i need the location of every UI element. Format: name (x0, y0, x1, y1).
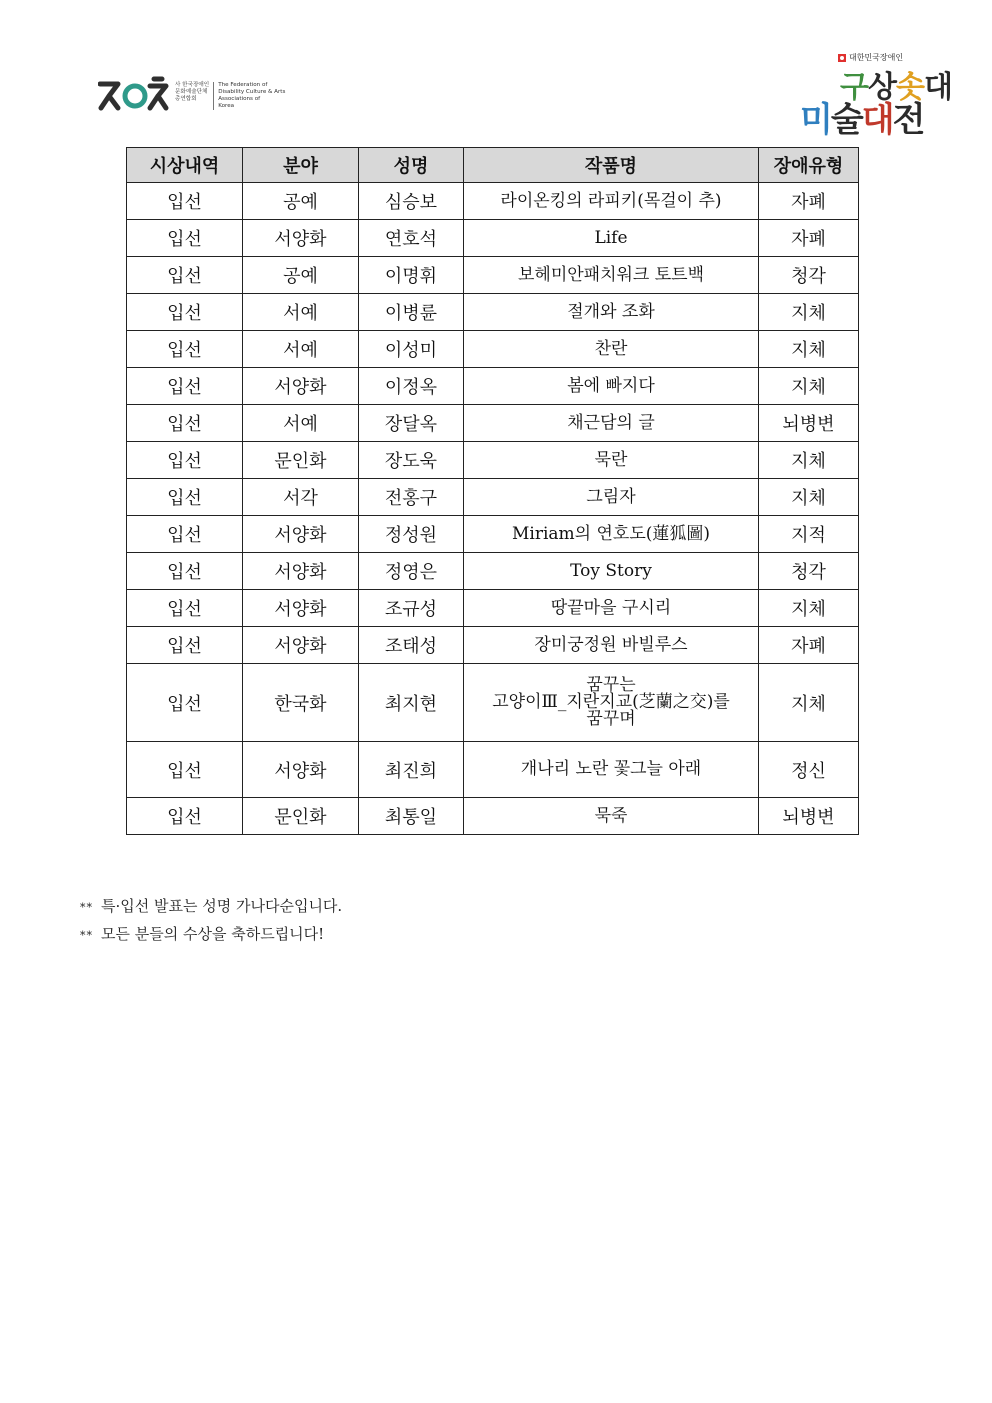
cell-disability: 뇌병변 (759, 798, 859, 835)
award-logo-line2: 미술대전 (800, 100, 924, 140)
award-logo (800, 52, 952, 140)
cell-field: 문인화 (243, 798, 359, 835)
cell-title (464, 664, 759, 742)
footnote-text: 특·입선 발표는 성명 가나다순입니다. (101, 897, 343, 915)
federation-name-ko-line: 사 한국장애인 (175, 81, 210, 88)
table-row (127, 664, 859, 742)
federation-name-en-line: Korea (218, 103, 235, 110)
cell-title: 묵란 (464, 442, 759, 479)
cell-disability: 자폐 (759, 220, 859, 257)
cell-field: 서예 (243, 405, 359, 442)
table-row (127, 220, 859, 257)
cell-name: 최지현 (359, 664, 464, 742)
cell-award: 입선 (127, 742, 243, 798)
cell-title: 장미궁정원 바빌루스 (464, 627, 759, 664)
column-header-field: 분야 (243, 148, 359, 183)
cell-disability: 지체 (759, 664, 859, 742)
footnote-mark: ** (80, 901, 93, 914)
cell-name: 최통일 (359, 798, 464, 835)
cell-title-line: 고양이Ⅲ_지란지교(芝蘭之交)를 (492, 692, 730, 712)
cell-award: 입선 (127, 405, 243, 442)
cell-award: 입선 (127, 257, 243, 294)
cell-title: Toy Story (464, 553, 759, 590)
table-row (127, 257, 859, 294)
cell-disability: 지체 (759, 479, 859, 516)
federation-name-en-line: The Federation of (218, 81, 268, 88)
cell-field: 한국화 (243, 664, 359, 742)
column-header-disability: 장애유형 (759, 148, 859, 183)
footnote (80, 893, 342, 921)
federation-name-en-line: Associations of (218, 96, 261, 102)
table-row (127, 479, 859, 516)
cell-field: 서예 (243, 331, 359, 368)
cell-disability: 자폐 (759, 627, 859, 664)
cell-field: 서양화 (243, 553, 359, 590)
footnote (80, 921, 342, 949)
cell-title: 묵죽 (464, 798, 759, 835)
footnote-mark: ** (80, 929, 93, 942)
cell-name: 전홍구 (359, 479, 464, 516)
cell-award: 입선 (127, 331, 243, 368)
table-row (127, 331, 859, 368)
cell-title: 라이온킹의 라피키(목걸이 추) (464, 183, 759, 220)
cell-field: 서양화 (243, 516, 359, 553)
cell-award: 입선 (127, 798, 243, 835)
cell-disability: 지체 (759, 590, 859, 627)
table-row (127, 553, 859, 590)
cell-field: 서양화 (243, 368, 359, 405)
cell-disability: 정신 (759, 742, 859, 798)
cell-award: 입선 (127, 368, 243, 405)
table-row (127, 442, 859, 479)
cell-award: 입선 (127, 516, 243, 553)
table-row (127, 405, 859, 442)
table-row (127, 627, 859, 664)
cell-disability: 청각 (759, 553, 859, 590)
cell-name: 조태성 (359, 627, 464, 664)
cell-disability: 지체 (759, 331, 859, 368)
cell-disability: 지적 (759, 516, 859, 553)
cell-name: 이명휘 (359, 257, 464, 294)
column-header-title: 작품명 (464, 148, 759, 183)
federation-name-ko-line: 총연합회 (175, 96, 197, 102)
cell-field: 문인화 (243, 442, 359, 479)
table-row (127, 798, 859, 835)
cell-name: 이정옥 (359, 368, 464, 405)
table-row (127, 590, 859, 627)
cell-field: 공예 (243, 257, 359, 294)
results-table (126, 147, 859, 835)
cell-title: 봄에 빠지다 (464, 368, 759, 405)
table-row (127, 742, 859, 798)
cell-award: 입선 (127, 183, 243, 220)
footnote-text: 모든 분들의 수상을 축하드립니다! (101, 925, 325, 943)
table-row (127, 183, 859, 220)
cell-field: 서예 (243, 294, 359, 331)
cell-award: 입선 (127, 479, 243, 516)
cell-award: 입선 (127, 664, 243, 742)
cell-field: 서양화 (243, 220, 359, 257)
cell-name: 장도욱 (359, 442, 464, 479)
award-tag-text: 대한민국장애인 (849, 53, 904, 62)
cell-name: 연호석 (359, 220, 464, 257)
cell-disability: 청각 (759, 257, 859, 294)
table-row (127, 516, 859, 553)
cell-name: 최진희 (359, 742, 464, 798)
column-header-award: 시상내역 (127, 148, 243, 183)
cell-title: Life (464, 220, 759, 257)
cell-name: 이성미 (359, 331, 464, 368)
cell-field: 공예 (243, 183, 359, 220)
cell-award: 입선 (127, 553, 243, 590)
cell-field: 서각 (243, 479, 359, 516)
federation-name-ko-line: 문화예술단체 (175, 88, 208, 95)
cell-award: 입선 (127, 442, 243, 479)
cell-title-line: 꿈꾸는 (586, 675, 636, 695)
cell-field: 서양화 (243, 742, 359, 798)
cell-name: 이병륜 (359, 294, 464, 331)
cell-disability: 지체 (759, 368, 859, 405)
federation-name (175, 82, 285, 111)
award-logo-line1: 구상솟대 (840, 70, 952, 105)
footnotes (80, 893, 342, 949)
cell-title: 절개와 조화 (464, 294, 759, 331)
cell-name: 장달옥 (359, 405, 464, 442)
cell-name: 정성원 (359, 516, 464, 553)
cell-award: 입선 (127, 220, 243, 257)
cell-disability: 뇌병변 (759, 405, 859, 442)
cell-disability: 지체 (759, 294, 859, 331)
cell-title: 찬란 (464, 331, 759, 368)
cell-award: 입선 (127, 590, 243, 627)
cell-field: 서양화 (243, 627, 359, 664)
cell-name: 조규성 (359, 590, 464, 627)
cell-award: 입선 (127, 294, 243, 331)
table-row (127, 294, 859, 331)
table-header-row (127, 148, 859, 183)
cell-disability: 지체 (759, 442, 859, 479)
award-tag-icon (838, 54, 846, 62)
federation-name-en-line: Disability Culture & Arts (218, 88, 286, 95)
cell-name: 심승보 (359, 183, 464, 220)
cell-name: 정영은 (359, 553, 464, 590)
cell-title: 개나리 노란 꽃그늘 아래 (464, 742, 759, 798)
cell-disability: 자폐 (759, 183, 859, 220)
federation-logo-mark (98, 76, 170, 116)
cell-title: 그림자 (464, 479, 759, 516)
cell-title: 채근담의 글 (464, 405, 759, 442)
cell-title: Miriam의 연호도(蓮狐圖) (464, 516, 759, 553)
table-row (127, 368, 859, 405)
cell-field: 서양화 (243, 590, 359, 627)
federation-logo (98, 76, 285, 116)
column-header-name: 성명 (359, 148, 464, 183)
cell-award: 입선 (127, 627, 243, 664)
cell-title: 보헤미안패치워크 토트백 (464, 257, 759, 294)
cell-title: 땅끝마을 구시리 (464, 590, 759, 627)
cell-title-line: 꿈꾸며 (586, 709, 636, 729)
